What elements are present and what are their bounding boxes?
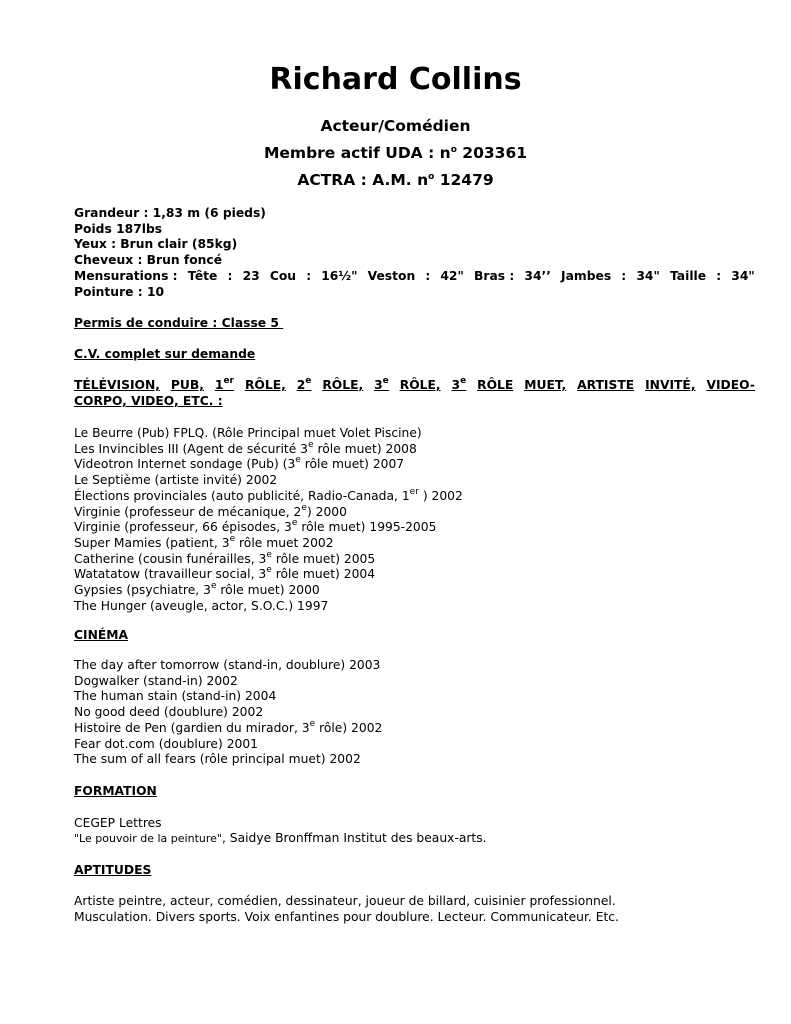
- cinema-credit-item: The day after tomorrow (stand-in, doublure) 2003: [74, 658, 381, 672]
- driver-license-trailing-space: [279, 316, 283, 330]
- cinema-credit-item: Histoire de Pen (gardien du mirador, 3e rôle) 2002: [74, 718, 383, 735]
- tv-credit-item: Les Invincibles III (Agent de sécurité 3e rôle muet) 2008: [74, 439, 417, 456]
- tv-heading-word: 1er: [214, 376, 234, 392]
- uda-sup: o: [450, 145, 457, 155]
- formation-item-cegep: CEGEP Lettres: [74, 816, 162, 830]
- measurement-token: :: [621, 269, 627, 283]
- cinema-credit-item: Dogwalker (stand-in) 2002: [74, 673, 238, 688]
- tv-heading-word: ARTISTE: [577, 378, 635, 392]
- tv-heading-sup: e: [382, 376, 389, 386]
- tv-heading-sup: e: [460, 376, 467, 386]
- measurement-token: 34’’: [524, 269, 551, 283]
- tv-credit-item-sup: e: [301, 502, 307, 513]
- aptitudes-line-2: Musculation. Divers sports. Voix enfantines pour doublure. Lecteur. Communicateur. Etc.: [74, 910, 619, 924]
- actra-number: 12479: [434, 171, 494, 189]
- profile-measurements: [74, 268, 755, 284]
- tv-credit-item: Élections provinciales (auto publicité, Radio-Canada, 1er ) 2002: [74, 486, 463, 503]
- measurement-token: 34": [731, 269, 755, 283]
- tv-heading-word: TÉLÉVISION,: [74, 378, 160, 392]
- cinema-credit-item: The human stain (stand-in) 2004: [74, 689, 277, 704]
- actra-sup: o: [428, 172, 435, 182]
- measurement-token: Cou: [269, 269, 297, 283]
- uda-membership: [0, 143, 791, 163]
- tv-heading-word: 2e: [296, 376, 312, 392]
- cinema-heading: CINÉMA: [74, 628, 129, 642]
- profile-shoe-size: Pointure : 10: [74, 285, 165, 299]
- tv-credit-item-sup: e: [291, 518, 298, 529]
- measurement-token: 34": [636, 269, 660, 283]
- profile-eyes: Yeux : Brun clair (85kg): [74, 237, 238, 251]
- tv-credit-item: Gypsies (psychiatre, 3e rôle muet) 2000: [74, 581, 320, 597]
- role-subtitle: Acteur/Comédien: [320, 117, 471, 135]
- measurement-token: Mensurations :: [74, 269, 178, 283]
- tv-credit-item-sup: e: [266, 549, 272, 560]
- uda-label: Membre actif UDA : n: [263, 144, 451, 162]
- tv-heading-word: VIDEO-: [706, 378, 755, 392]
- tv-heading-word: RÔLE: [477, 378, 514, 392]
- driver-license: [74, 315, 283, 331]
- tv-credit-item-sup: e: [229, 533, 236, 544]
- cinema-credit-item-sup: e: [309, 718, 316, 729]
- tv-heading-word: 3e: [374, 376, 389, 392]
- profile-height: Grandeur : 1,83 m (6 pieds): [74, 206, 266, 220]
- measurement-token: :: [716, 269, 722, 283]
- tv-heading-word: RÔLE,: [244, 378, 286, 392]
- measurement-token: Veston: [367, 269, 416, 283]
- aptitudes-heading: APTITUDES: [74, 863, 152, 877]
- formation-quote: "Le pouvoir de la peinture": [74, 832, 222, 845]
- formation-heading: FORMATION: [74, 784, 157, 798]
- formation-item-institute: [74, 830, 487, 847]
- tv-heading-word: INVITÉ,: [645, 378, 696, 392]
- tv-heading-word: PUB,: [170, 378, 204, 392]
- actra-label: ACTRA : A.M. n: [297, 171, 429, 189]
- tv-heading-word: RÔLE,: [399, 378, 441, 392]
- measurement-token: Bras :: [474, 269, 515, 283]
- tv-credit-item: Virginie (professeur de mécanique, 2e) 2000: [74, 502, 347, 519]
- measurement-token: :: [425, 269, 431, 283]
- profile-weight: Poids 187lbs: [74, 222, 163, 236]
- tv-credit-item: The Hunger (aveugle, actor, S.O.C.) 1997: [74, 598, 329, 613]
- tv-heading-sup: er: [223, 376, 234, 386]
- tv-credit-item: Watatatow (travailleur social, 3e rôle muet) 2004: [74, 565, 376, 582]
- cv-note: C.V. complet sur demande: [74, 347, 256, 361]
- tv-credit-item-sup: e: [266, 565, 272, 576]
- measurement-token: 42": [440, 269, 464, 283]
- measurement-token: :: [306, 269, 312, 283]
- driver-license-text: Permis de conduire : Classe 5: [74, 316, 279, 330]
- tv-credit-item: Le Beurre (Pub) FPLQ. (Rôle Principal muet Volet Piscine): [74, 426, 422, 440]
- tv-heading-sup: e: [305, 376, 312, 386]
- profile-hair: Cheveux : Brun foncé: [74, 253, 223, 267]
- tv-heading-row1: [74, 377, 755, 393]
- tv-heading-word: 3e: [451, 376, 467, 392]
- cinema-credit-item: The sum of all fears (rôle principal muet) 2002: [74, 752, 361, 767]
- measurement-token: :: [227, 269, 233, 283]
- aptitudes-line-1: Artiste peintre, acteur, comédien, dessinateur, joueur de billard, cuisinier professionnel.: [74, 894, 616, 908]
- tv-heading-word: MUET,: [524, 378, 567, 392]
- measurement-token: 16½": [321, 269, 358, 283]
- tv-credit-item: Catherine (cousin funérailles, 3e rôle muet) 2005: [74, 549, 376, 566]
- measurement-token: Tête: [187, 269, 218, 283]
- measurement-token: Jambes: [561, 269, 612, 283]
- formation-rest: , Saidye Bronffman Institut des beaux-arts.: [221, 831, 487, 845]
- tv-credit-item-sup: e: [295, 455, 301, 466]
- measurement-token: 23: [242, 269, 260, 283]
- measurement-token: Taille: [670, 269, 707, 283]
- tv-credit-item: Super Mamies (patient, 3e rôle muet 2002: [74, 533, 334, 550]
- tv-credit-item: Virginie (professeur, 66 épisodes, 3e rôle muet) 1995-2005: [74, 518, 437, 535]
- tv-section-heading: [74, 377, 755, 409]
- actra-membership: [0, 170, 791, 190]
- cinema-credit-item: No good deed (doublure) 2002: [74, 705, 264, 720]
- tv-credit-item-sup: e: [308, 439, 314, 450]
- page-title: Richard Collins: [269, 62, 522, 97]
- cinema-credit-item: Fear dot.com (doublure) 2001: [74, 736, 258, 751]
- uda-number: 203361: [456, 144, 528, 162]
- tv-heading-word: RÔLE,: [322, 378, 364, 392]
- tv-heading-row2: CORPO, VIDEO, ETC. :: [74, 394, 223, 408]
- tv-credit-item-sup: er: [409, 486, 419, 497]
- tv-credit-item-sup: e: [210, 581, 217, 591]
- tv-credit-item: Videotron Internet sondage (Pub) (3e rôle muet) 2007: [74, 455, 405, 472]
- tv-credit-item: Le Septième (artiste invité) 2002: [74, 473, 278, 488]
